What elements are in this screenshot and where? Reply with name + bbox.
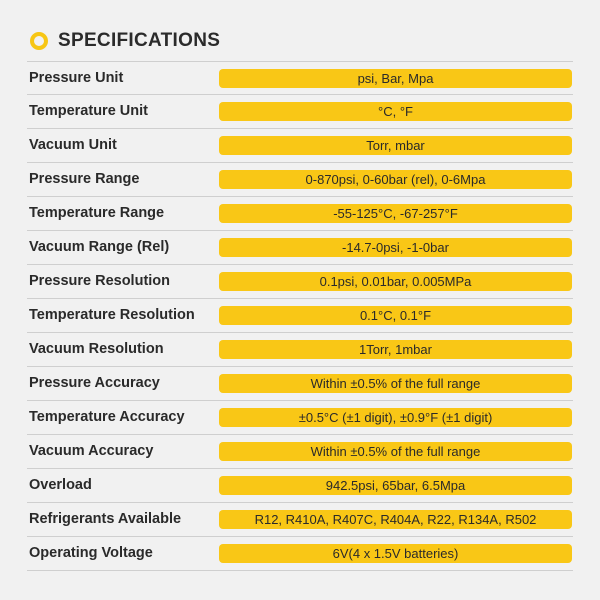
spec-label: Temperature Range bbox=[29, 205, 165, 221]
spec-label: Temperature Resolution bbox=[29, 307, 195, 323]
spec-row bbox=[27, 265, 573, 299]
spec-row bbox=[27, 333, 573, 367]
spec-row bbox=[27, 401, 573, 435]
spec-row bbox=[27, 163, 573, 197]
spec-value: Within ±0.5% of the full range bbox=[219, 442, 572, 461]
spec-label: Pressure Range bbox=[29, 171, 140, 187]
spec-row bbox=[27, 503, 573, 537]
spec-label: Operating Voltage bbox=[29, 545, 153, 561]
spec-label: Pressure Accuracy bbox=[29, 375, 160, 391]
spec-label: Pressure Unit bbox=[29, 70, 124, 86]
spec-value: 0.1psi, 0.01bar, 0.005MPa bbox=[219, 272, 572, 291]
section-header bbox=[30, 29, 220, 53]
spec-row bbox=[27, 231, 573, 265]
spec-row bbox=[27, 367, 573, 401]
spec-value: Torr, mbar bbox=[219, 136, 572, 155]
spec-label: Pressure Resolution bbox=[29, 273, 171, 289]
spec-row bbox=[27, 95, 573, 129]
spec-label: Refrigerants Available bbox=[29, 511, 182, 527]
spec-value: °C, °F bbox=[219, 102, 572, 121]
ring-icon bbox=[30, 32, 48, 50]
section-title: SPECIFICATIONS bbox=[58, 30, 221, 51]
spec-label: Overload bbox=[29, 477, 92, 493]
spec-table bbox=[27, 61, 573, 571]
spec-value: ±0.5°C (±1 digit), ±0.9°F (±1 digit) bbox=[219, 408, 572, 427]
spec-row bbox=[27, 469, 573, 503]
spec-label: Vacuum Resolution bbox=[29, 341, 164, 357]
spec-value: 6V(4 x 1.5V batteries) bbox=[219, 544, 572, 563]
spec-label: Temperature Unit bbox=[29, 103, 148, 119]
spec-value: 0.1°C, 0.1°F bbox=[219, 306, 572, 325]
spec-row bbox=[27, 299, 573, 333]
spec-label: Temperature Accuracy bbox=[29, 409, 185, 425]
spec-row bbox=[27, 537, 573, 571]
spec-row bbox=[27, 435, 573, 469]
spec-label: Vacuum Range (Rel) bbox=[29, 239, 170, 255]
spec-value: 0-870psi, 0-60bar (rel), 0-6Mpa bbox=[219, 170, 572, 189]
spec-value: 1Torr, 1mbar bbox=[219, 340, 572, 359]
spec-row bbox=[27, 129, 573, 163]
spec-label: Vacuum Unit bbox=[29, 137, 117, 153]
spec-value: 942.5psi, 65bar, 6.5Mpa bbox=[219, 476, 572, 495]
spec-value: -55-125°C, -67-257°F bbox=[219, 204, 572, 223]
spec-value: -14.7-0psi, -1-0bar bbox=[219, 238, 572, 257]
spec-value: R12, R410A, R407C, R404A, R22, R134A, R502 bbox=[219, 510, 572, 529]
spec-row bbox=[27, 197, 573, 231]
spec-row bbox=[27, 61, 573, 95]
spec-label: Vacuum Accuracy bbox=[29, 443, 154, 459]
spec-value: psi, Bar, Mpa bbox=[219, 69, 572, 88]
spec-value: Within ±0.5% of the full range bbox=[219, 374, 572, 393]
